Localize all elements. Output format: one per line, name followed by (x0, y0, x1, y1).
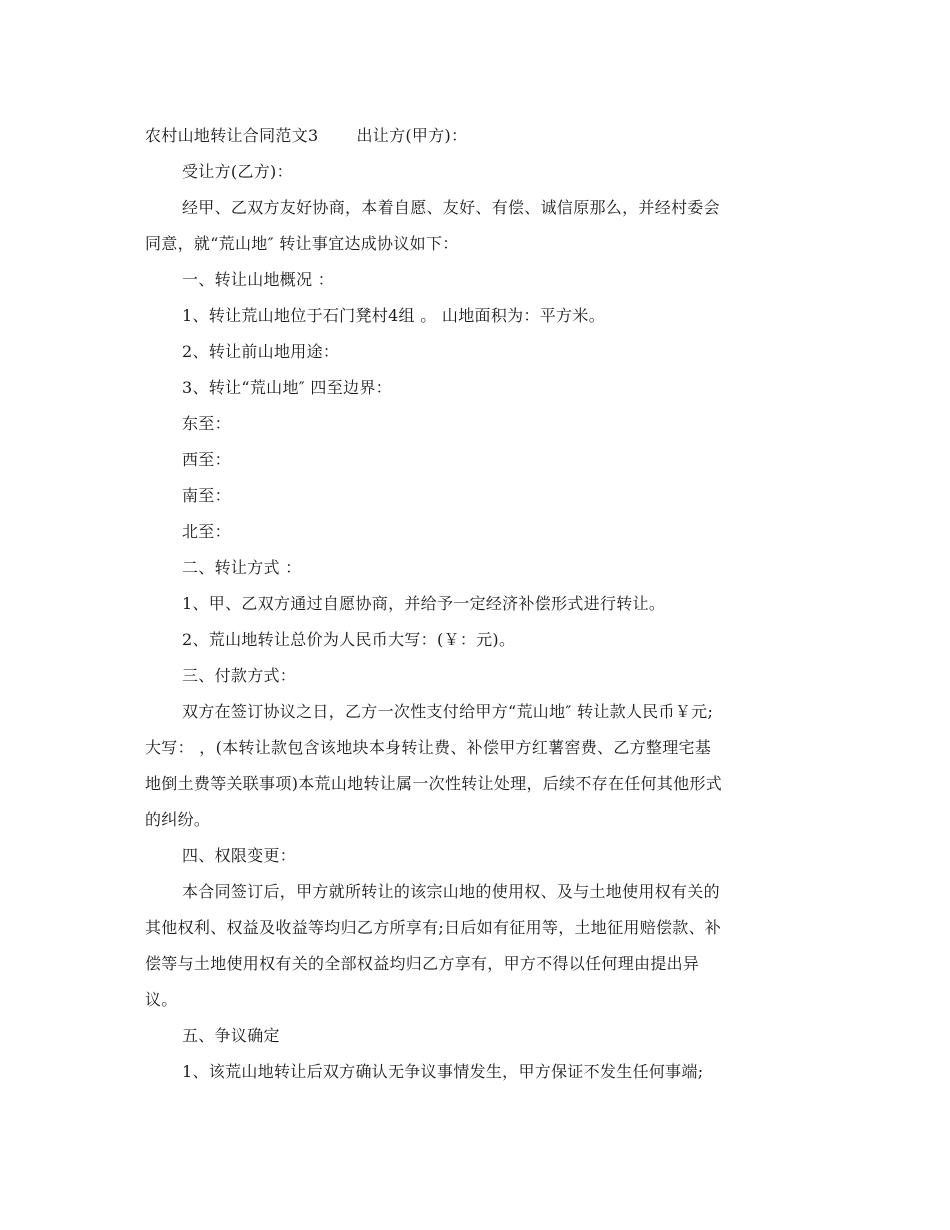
section-5-item-1: 1、该荒山地转让后双方确认无争议事情发生，甲方保证不发生任何事端; (182, 1062, 704, 1081)
section-1-item-1: 1、转让荒山地位于石门凳村4组 。 山地面积为：平方米。 (182, 306, 605, 325)
section-4-line-4: 议。 (145, 990, 178, 1009)
party-a-label: 出让方(甲方)： (356, 126, 468, 145)
section-3-line-1: 双方在签订协议之日，乙方一次性支付给甲方“荒山地″ 转让款人民币￥元; (182, 702, 714, 721)
section-2-item-2: 2、荒山地转让总价为人民币大写：(￥：元)。 (182, 630, 516, 649)
section-3-line-4: 的纠纷。 (145, 810, 211, 829)
party-b-label: 受让方(乙方)： (182, 162, 293, 181)
section-1-item-3: 3、转让“荒山地″ 四至边界： (182, 378, 392, 397)
section-2-heading: 二、转让方式 ： (182, 558, 302, 577)
section-3-line-2: 大写： ，(本转让款包含该地块本身转让费、补偿甲方红薯窖费、乙方整理宅基 (145, 738, 712, 757)
section-4-line-2: 其他权利、权益及收益等均归乙方所享有;日后如有征用等，土地征用赔偿款、补 (145, 918, 722, 937)
document-body (145, 118, 810, 1090)
section-3-heading: 三、付款方式： (182, 666, 297, 685)
boundary-south: 南至： (182, 486, 231, 505)
section-1-heading: 一、转让山地概况 ： (182, 270, 335, 289)
section-1-item-2: 2、转让前山地用途： (182, 342, 340, 361)
title-line (145, 118, 810, 154)
intro-line-1: 经甲、乙双方友好协商，本着自愿、友好、有偿、诚信原那么，并经村委会 (182, 198, 720, 217)
document-title: 农村山地转让合同范文3 (145, 126, 319, 145)
section-4-heading: 四、权限变更： (182, 846, 297, 865)
section-2-item-1: 1、甲、乙双方通过自愿协商，并给予一定经济补偿形式进行转让。 (182, 594, 666, 613)
boundary-west: 西至： (182, 450, 231, 469)
intro-line-2: 同意，就“荒山地″ 转让事宜达成协议如下： (145, 234, 459, 253)
section-4-line-3: 偿等与土地使用权有关的全部权益均归乙方享有，甲方不得以任何理由提出异 (145, 954, 700, 973)
boundary-north: 北至： (182, 522, 231, 541)
section-4-line-1: 本合同签订后，甲方就所转让的该宗山地的使用权、及与土地使用权有关的 (182, 882, 720, 901)
section-5-heading: 五、争议确定 (182, 1026, 280, 1045)
section-3-line-3: 地倒土费等关联事项)本荒山地转让属一次性转让处理，后续不存在任何其他形式 (145, 774, 723, 793)
boundary-east: 东至： (182, 414, 231, 433)
